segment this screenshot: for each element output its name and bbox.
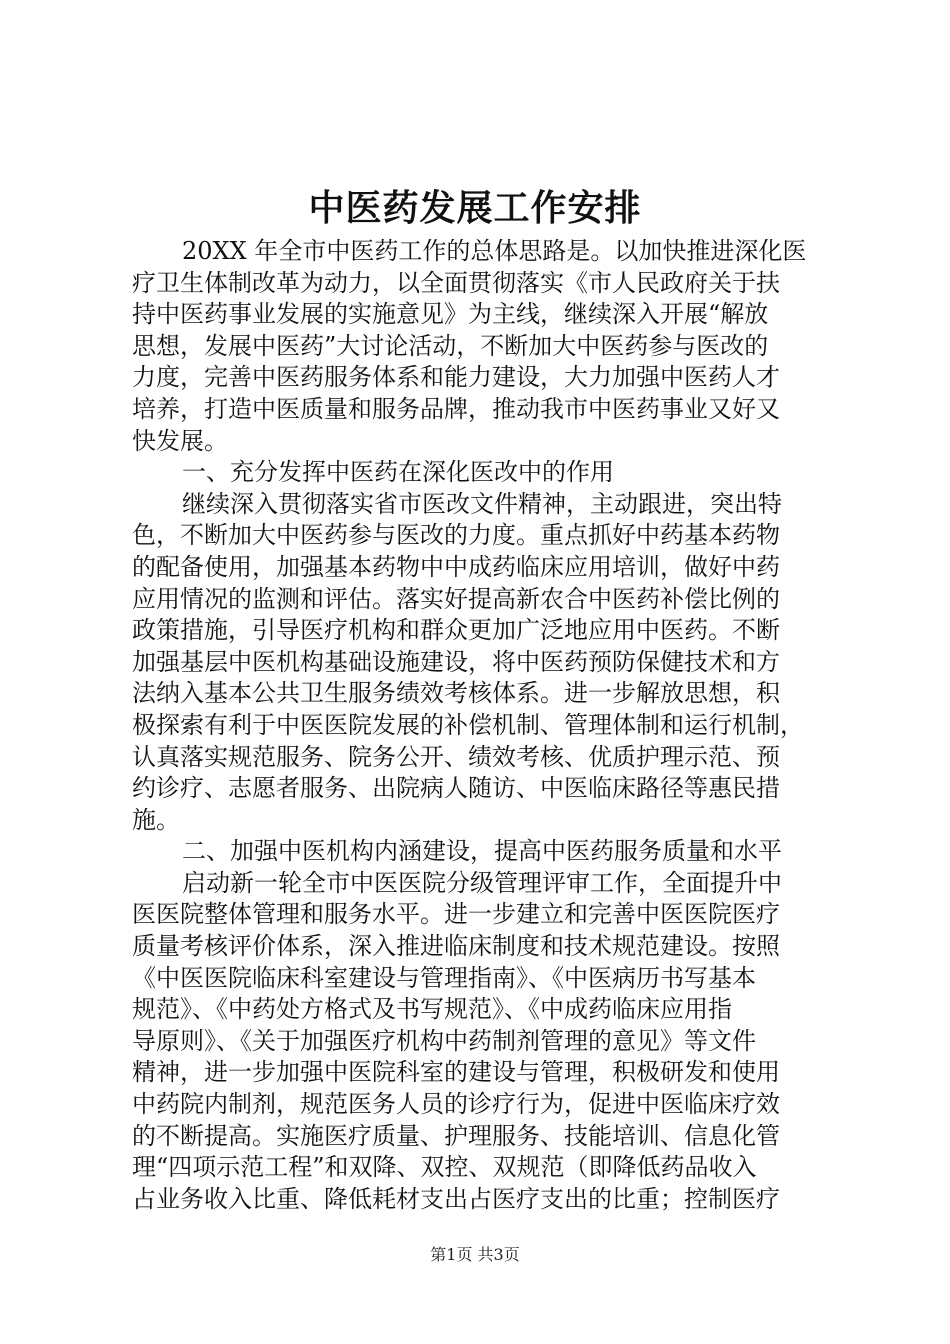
page-number: 第1页 共3页 <box>430 1245 520 1264</box>
paragraph-line: 理“四项示范工程”和双降、双控、双规范（即降低药品收入 <box>132 1153 757 1182</box>
paragraph-line: 导原则》、《关于加强医疗机构中药制剂管理的意见》等文件 <box>132 1026 756 1055</box>
paragraph-line: 认真落实规范服务、院务公开、绩效考核、优质护理示范、预 <box>132 742 780 771</box>
paragraph-line: 加强基层中医机构基础设施建设，将中医药预防保健技术和方 <box>132 647 780 676</box>
document-title: 中医药发展工作安排 <box>308 187 642 229</box>
paragraph-line: 持中医药事业发展的实施意见》为主线，继续深入开展“解放 <box>132 300 769 329</box>
paragraph-line: 规范》、《中药处方格式及书写规范》、《中成药临床应用指 <box>132 995 732 1024</box>
paragraph-line: 继续深入贯彻落实省市医改文件精神，主动跟进，突出特 <box>182 489 782 518</box>
paragraph-line: 《中医医院临床科室建设与管理指南》、《中医病历书写基本 <box>132 963 756 992</box>
paragraph-line: 医医院整体管理和服务水平。进一步建立和完善中医医院医疗 <box>132 900 780 929</box>
paragraph-line: 法纳入基本公共卫生服务绩效考核体系。进一步解放思想，积 <box>132 679 780 708</box>
document-body <box>132 236 844 1215</box>
paragraph-line: 施。 <box>132 805 180 834</box>
paragraph-line: 占业务收入比重、降低耗材支出占医疗支出的比重；控制医疗 <box>132 1184 780 1213</box>
paragraph-line: 约诊疗、志愿者服务、出院病人随访、中医临床路径等惠民措 <box>132 774 780 803</box>
paragraph-line: 培养，打造中医质量和服务品牌，推动我市中医药事业又好又 <box>132 394 780 423</box>
paragraph-line: 中药院内制剂，规范医务人员的诊疗行为，促进中医临床疗效 <box>132 1090 780 1119</box>
paragraph-line: 快发展。 <box>132 426 228 455</box>
section-heading: 一、充分发挥中医药在深化医改中的作用 <box>182 458 614 487</box>
paragraph-line: 精神，进一步加强中医院科室的建设与管理，积极研发和使用 <box>132 1058 780 1087</box>
paragraph-line: 20XX 年全市中医药工作的总体思路是。以加快推进深化医 <box>182 237 807 265</box>
paragraph-line: 政策措施，引导医疗机构和群众更加广泛地应用中医药。不断 <box>132 616 780 645</box>
paragraph-line: 的不断提高。实施医疗质量、护理服务、技能培训、信息化管 <box>132 1121 780 1150</box>
paragraph-line: 思想，发展中医药”大讨论活动，不断加大中医药参与医改的 <box>132 331 769 360</box>
paragraph-line: 质量考核评价体系，深入推进临床制度和技术规范建设。按照 <box>132 932 780 961</box>
section-heading: 二、加强中医机构内涵建设，提高中医药服务质量和水平 <box>182 837 782 866</box>
paragraph-line: 应用情况的监测和评估。落实好提高新农合中医药补偿比例的 <box>132 584 780 613</box>
paragraph-line: 力度，完善中医药服务体系和能力建设，大力加强中医药人才 <box>132 363 780 392</box>
paragraph-line: 疗卫生体制改革为动力，以全面贯彻落实《市人民政府关于扶 <box>132 268 780 297</box>
paragraph-line: 的配备使用，加强基本药物中中成药临床应用培训，做好中药 <box>132 552 780 581</box>
paragraph-line: 色，不断加大中医药参与医改的力度。重点抓好中药基本药物 <box>132 521 780 550</box>
paragraph-line: 极探索有利于中医医院发展的补偿机制、管理体制和运行机制， <box>132 710 804 739</box>
paragraph-line: 启动新一轮全市中医医院分级管理评审工作，全面提升中 <box>182 868 782 897</box>
